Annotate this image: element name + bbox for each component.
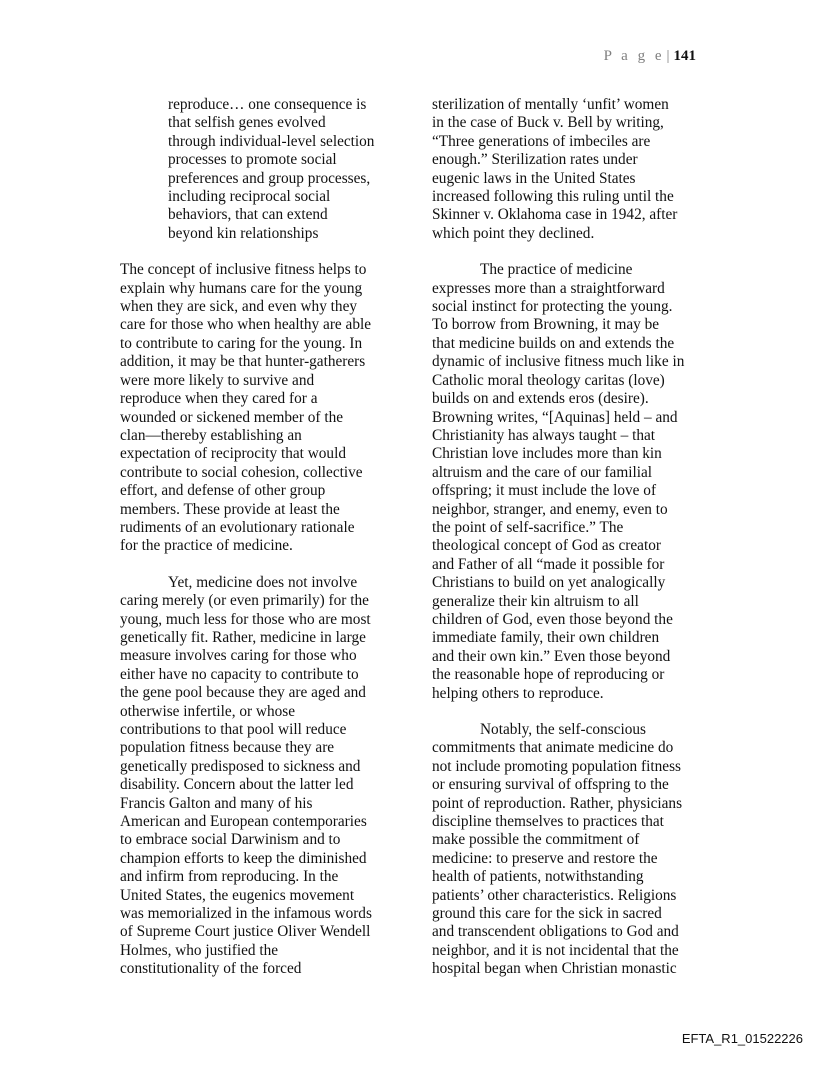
text-line: Browning writes, “[Aquinas] held – and bbox=[432, 408, 678, 426]
text-line: that selfish genes evolved bbox=[168, 114, 326, 132]
text-line: which point they declined. bbox=[432, 224, 595, 242]
text-line: Christians to build on yet analogically bbox=[432, 574, 666, 592]
text-line: otherwise infertile, or whose bbox=[120, 702, 296, 720]
page-separator: | bbox=[666, 48, 670, 64]
text-line: The practice of medicine bbox=[480, 261, 633, 279]
text-line: Holmes, who justified the bbox=[120, 941, 279, 959]
text-line: effort, and defense of other group bbox=[120, 482, 326, 500]
text-line: generalize their kin altruism to all bbox=[432, 592, 639, 610]
text-line: helping others to reproduce. bbox=[432, 684, 604, 702]
text-line: wounded or sickened member of the bbox=[120, 408, 344, 426]
left-column bbox=[120, 96, 392, 979]
text-line: expresses more than a straightforward bbox=[432, 279, 665, 297]
text-line: including reciprocal social bbox=[168, 188, 331, 206]
text-line: The concept of inclusive fitness helps to bbox=[120, 261, 367, 279]
text-line: when they are sick, and even why they bbox=[120, 298, 358, 316]
paragraph-sterilization bbox=[432, 96, 704, 243]
text-line: Catholic moral theology caritas (love) bbox=[432, 371, 665, 389]
text-line: preferences and group processes, bbox=[168, 169, 371, 187]
text-line: ground this care for the sick in sacred bbox=[432, 905, 662, 923]
text-line: point of reproduction. Rather, physicians bbox=[432, 794, 683, 812]
text-line: for the practice of medicine. bbox=[120, 537, 293, 555]
text-line: of Supreme Court justice Oliver Wendell bbox=[120, 923, 371, 941]
text-line: To borrow from Browning, it may be bbox=[432, 316, 660, 334]
text-line: contribute to social cohesion, collective bbox=[120, 463, 363, 481]
text-line: and transcendent obligations to God and bbox=[432, 923, 679, 941]
text-line: discipline themselves to practices that bbox=[432, 813, 664, 831]
text-line: dynamic of inclusive fitness much like in bbox=[432, 353, 685, 371]
text-line: that medicine builds on and extends the bbox=[432, 334, 675, 352]
text-line: the point of self-sacrifice.” The bbox=[432, 518, 624, 536]
text-line: disability. Concern about the latter led bbox=[120, 776, 354, 794]
text-line: the reasonable hope of reproducing or bbox=[432, 666, 665, 684]
text-line: expectation of reciprocity that would bbox=[120, 445, 346, 463]
text-line: hospital began when Christian monastic bbox=[432, 960, 677, 978]
text-line: and their own kin.” Even those beyond bbox=[432, 647, 671, 665]
text-line: neighbor, stranger, and enemy, even to bbox=[432, 500, 668, 518]
text-line: processes to promote social bbox=[168, 151, 337, 169]
text-line: eugenic laws in the United States bbox=[432, 169, 636, 187]
text-line: commitments that animate medicine do bbox=[432, 739, 674, 757]
text-line: to contribute to caring for the young. In bbox=[120, 334, 363, 352]
text-line: social instinct for protecting the young. bbox=[432, 298, 673, 316]
text-line: United States, the eugenics movement bbox=[120, 886, 355, 904]
paragraph-commitments bbox=[432, 721, 704, 979]
text-line: increased following this ruling until the bbox=[432, 188, 674, 206]
text-line: Christian love includes more than kin bbox=[432, 445, 662, 463]
text-line: medicine: to preserve and restore the bbox=[432, 849, 658, 867]
text-line: Skinner v. Oklahoma case in 1942, after bbox=[432, 206, 678, 224]
text-line: Christianity has always taught – that bbox=[432, 426, 656, 444]
text-line: Francis Galton and many of his bbox=[120, 794, 313, 812]
text-line: and Father of all “made it possible for bbox=[432, 555, 665, 573]
text-line: population fitness because they are bbox=[120, 739, 335, 757]
text-line: to embrace social Darwinism and to bbox=[120, 831, 341, 849]
text-line: young, much less for those who are most bbox=[120, 610, 371, 628]
text-line: enough.” Sterilization rates under bbox=[432, 151, 638, 169]
text-line: immediate family, their own children bbox=[432, 629, 660, 647]
text-line: champion efforts to keep the diminished bbox=[120, 849, 367, 867]
text-line: children of God, even those beyond the bbox=[432, 610, 673, 628]
document-id: EFTA_R1_01522226 bbox=[681, 1031, 803, 1046]
text-line: constitutionality of the forced bbox=[120, 960, 302, 978]
paragraph-medicine-caring bbox=[120, 574, 392, 979]
text-line: through individual-level selection bbox=[168, 132, 375, 150]
text-line: or ensuring survival of offspring to the bbox=[432, 776, 669, 794]
text-line: builds on and extends eros (desire). bbox=[432, 390, 649, 408]
text-line: Notably, the self-conscious bbox=[480, 721, 646, 738]
text-line: and infirm from reproducing. In the bbox=[120, 868, 339, 886]
right-column bbox=[432, 96, 704, 979]
text-line: in the case of Buck v. Bell by writing, bbox=[432, 114, 664, 132]
text-line: caring merely (or even primarily) for the bbox=[120, 592, 369, 610]
text-line: genetically fit. Rather, medicine in large bbox=[120, 628, 366, 646]
block-quote bbox=[168, 96, 392, 243]
text-line: theological concept of God as creator bbox=[432, 537, 661, 555]
text-line: Yet, medicine does not involve bbox=[168, 573, 358, 591]
text-line: behaviors, that can extend bbox=[168, 206, 328, 224]
page-number: 141 bbox=[673, 48, 696, 64]
text-line: the gene pool because they are aged and bbox=[120, 684, 366, 702]
text-line: altruism and the care of our familial bbox=[432, 463, 653, 481]
text-line: was memorialized in the infamous words bbox=[120, 905, 372, 923]
text-line: patients’ other characteristics. Religions bbox=[432, 886, 677, 904]
text-line: reproduce when they cared for a bbox=[120, 390, 318, 408]
text-line: clan—thereby establishing an bbox=[120, 426, 302, 444]
text-line: sterilization of mentally ‘unfit’ women bbox=[432, 96, 669, 113]
text-line: make possible the commitment of bbox=[432, 831, 640, 849]
text-line: neighbor, and it is not incidental that the bbox=[432, 941, 679, 959]
text-line: members. These provide at least the bbox=[120, 500, 340, 518]
text-line: health of patients, notwithstanding bbox=[432, 868, 644, 886]
text-line: measure involves caring for those who bbox=[120, 647, 357, 665]
text-line: American and European contemporaries bbox=[120, 813, 367, 831]
text-line: were more likely to survive and bbox=[120, 371, 315, 389]
text-line: contributions to that pool will reduce bbox=[120, 721, 347, 738]
text-line: addition, it may be that hunter-gatherers bbox=[120, 353, 366, 371]
text-line: care for those who when healthy are able bbox=[120, 316, 372, 334]
text-line: beyond kin relationships bbox=[168, 224, 319, 242]
text-line: explain why humans care for the young bbox=[120, 279, 363, 297]
text-line: not include promoting population fitness bbox=[432, 757, 681, 775]
page-label: P a g e bbox=[603, 48, 665, 64]
paragraph-practice-of-medicine bbox=[432, 261, 704, 703]
page-header bbox=[604, 48, 696, 65]
text-line: either have no capacity to contribute to bbox=[120, 665, 359, 683]
paragraph-inclusive-fitness bbox=[120, 261, 392, 556]
text-line: genetically predisposed to sickness and bbox=[120, 757, 361, 775]
text-line: offspring; it must include the love of bbox=[432, 482, 657, 500]
text-line: reproduce… one consequence is bbox=[168, 96, 367, 113]
text-line: “Three generations of imbeciles are bbox=[432, 132, 651, 150]
text-line: rudiments of an evolutionary rationale bbox=[120, 518, 355, 536]
